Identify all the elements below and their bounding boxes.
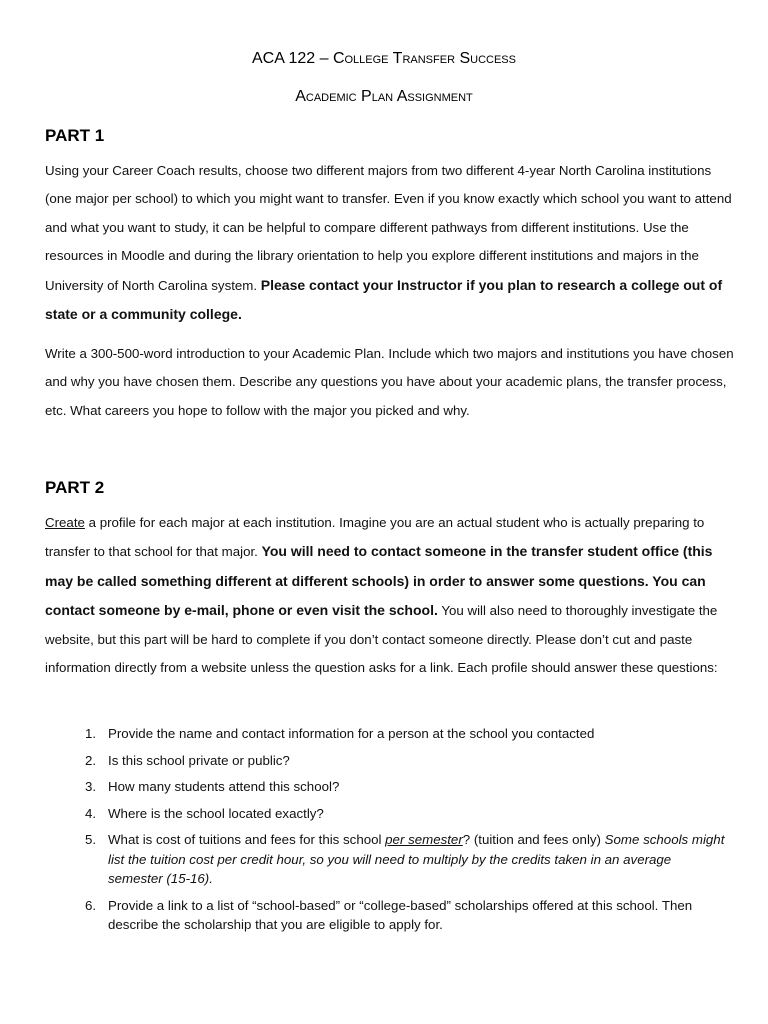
part1-paragraph-2: Write a 300-500-word introduction to your Academic Plan. Include which two majors and institutions you have chosen and why you have chosen them. Describe any questions you have about your academic plans, the transfer process, etc. What careers you hope to follow with the major you picked and why. (45, 346, 734, 418)
list-item (85, 777, 728, 797)
question-list (85, 724, 728, 942)
list-item (85, 804, 728, 824)
document-title: ACA 122 – College Transfer Success (252, 50, 516, 67)
part1-paragraph-1 (45, 157, 735, 329)
part2-heading: PART 2 (45, 478, 105, 497)
create-word: Create (45, 515, 85, 530)
list-text-a: What is cost of tuitions and fees for this school (108, 832, 386, 847)
list-text: Where is the school located exactly? (108, 805, 324, 821)
part2-text-a: a profile for each major at each institution. Imagine you are an actual student who is actually preparing to transfer to that school for that major. (45, 515, 705, 560)
list-text: Provide the name and contact information for a person at the school you contacted (108, 726, 595, 741)
part1-p1-text: Using your Career Coach results, choose two different majors from two different 4-year North Carolina institutions (one major per school) to which you might want to transfer. Even if you know exactly which school you want to attend and what you want to study, it can be helpful to compare different pathways from different institutions. Use the resources in Moodle and during the library orientation to help you explore different institutions and majors in the University of North Carolina system. (45, 163, 732, 293)
part2-text-b: You will also need to thoroughly investigate the website, but this part will be hard to complete if you don’t contact someone directly. Please don’t cut and paste information directly from a website unless the question asks for a link. Each profile should answer these questions: (45, 603, 718, 676)
document-subtitle: Academic Plan Assignment (295, 88, 473, 105)
list-number: 3. (85, 779, 97, 794)
list-item (85, 830, 728, 889)
list-text: How many students attend this school? (108, 779, 340, 794)
list-number: 5. (85, 832, 97, 847)
list-item (85, 751, 728, 771)
list-number: 2. (85, 752, 97, 768)
per-semester-text: per semester (385, 832, 463, 847)
list-text-italic: Some schools might list the tuition cost per credit hour, so you will need to multiply by the credits taken in an average semester (15-16). (108, 832, 725, 886)
list-text: Provide a link to a list of “school-based” or “college-based” scholarships offered at this school. Then describe the scholarship that you are eligible to apply for. (108, 897, 693, 932)
part2-paragraph (45, 509, 735, 682)
part1-p1-bold: Please contact your Instructor if you plan to research a college out of state or a community college. (45, 276, 723, 323)
part1-heading: PART 1 (45, 126, 105, 145)
list-number: 6. (85, 897, 97, 913)
list-number: 4. (85, 805, 97, 821)
list-item (85, 896, 728, 935)
list-item (85, 724, 728, 744)
part2-bold-text: You will need to contact someone in the transfer student office (this may be called something different at different schools) in order to answer some questions. You can contact someone by e-mail, phone or even visit the school. (45, 543, 713, 619)
list-text: Is this school private or public? (108, 752, 290, 768)
list-text-b: ? (tuition and fees only) (462, 832, 605, 847)
list-number: 1. (85, 726, 97, 741)
